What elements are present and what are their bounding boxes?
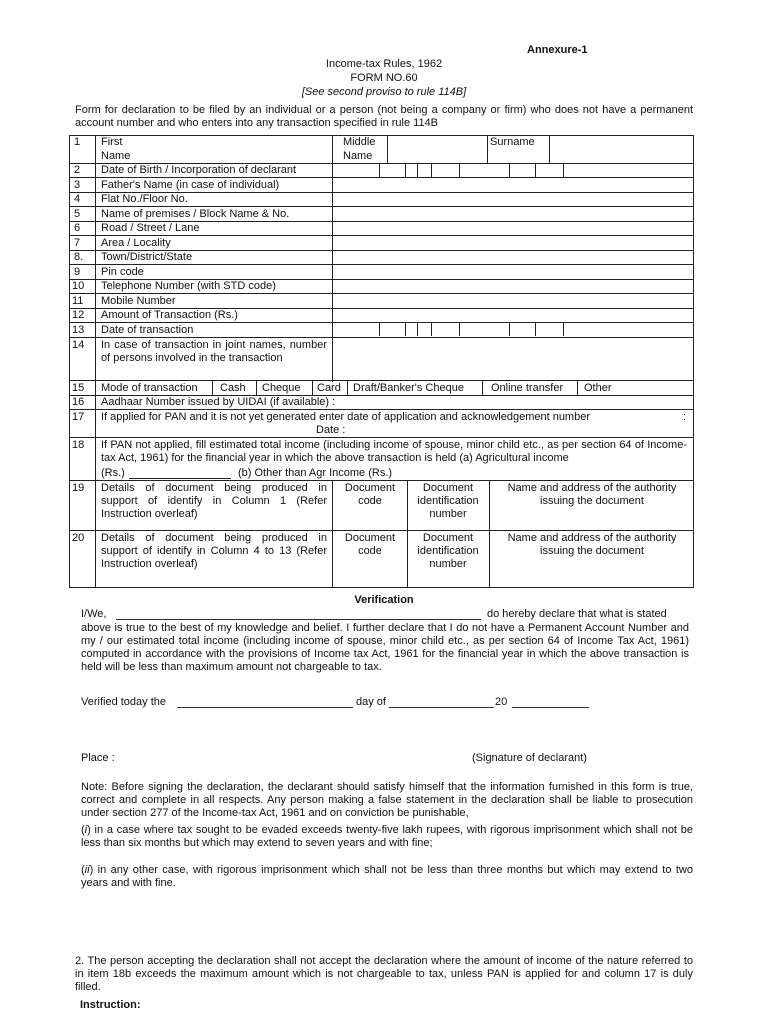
row-14-label: In case of transaction in joint names, number of persons involved in the transaction: [101, 339, 327, 364]
row-6-number: 6: [74, 222, 81, 234]
pan-application-date-label: Date :: [316, 424, 346, 436]
row-15-number: 15: [72, 382, 85, 394]
mode-card-option[interactable]: Card: [317, 382, 341, 394]
row-20-authority: Name and address of the authority issuing the document: [507, 532, 677, 557]
year-line[interactable]: [512, 707, 589, 708]
estimated-income-text: If PAN not applied, fill estimated total income (including income of spouse, minor child etc., as per section 64 of Income-tax Act, 1961) for the financial year in which the above transaction is held (a) Agricultural income: [101, 439, 687, 464]
year-prefix: 20: [495, 696, 508, 708]
row-13-number: 13: [72, 324, 85, 336]
row-1-number: 1: [74, 136, 81, 148]
row-11-number: 11: [72, 295, 84, 307]
row-18-number: 18: [72, 439, 85, 451]
note-item-i-text: in a case where tax sought to be evaded exceeds twenty-five lakh rupees, with rigorous imprisonment which shall not be less than six months but which may extend to seven years and with fine;: [81, 824, 693, 849]
row-2-number: 2: [74, 164, 81, 176]
row-20-label: Details of document being produced in support of identify in Column 4 to 13 (Refer Instruction overleaf): [101, 532, 327, 570]
row-19-label: Details of document being produced in support of identify in Column 1 (Refer Instruction overleaf): [101, 482, 327, 520]
note-item-i: (i) in a case where tax sought to be evaded exceeds twenty-five lakh rupees, with rigorous imprisonment which shall not be less than six months but which may extend to seven years and with fine;: [81, 824, 693, 849]
row-3-number: 3: [74, 179, 81, 191]
rules-title: Income-tax Rules, 1962: [325, 58, 443, 70]
note-item-ii: (ii) in any other case, with rigorous imprisonment which shall not be less than three months but which may extend to two years and with fine.: [81, 864, 693, 889]
row-16-number: 16: [72, 396, 85, 408]
row-8-label: Town/District/State: [101, 251, 193, 263]
row-17-number: 17: [72, 411, 85, 423]
verified-today-label: Verified today the: [81, 696, 167, 708]
mode-draft-option[interactable]: Draft/Banker's Cheque: [353, 382, 464, 394]
verified-today-line[interactable]: [177, 707, 353, 708]
verification-iwe: I/We,: [81, 608, 107, 620]
form-number: FORM NO.60: [350, 72, 418, 84]
first-name-label: First: [101, 136, 123, 148]
row-10-label: Telephone Number (with STD code): [101, 280, 276, 292]
row-9-label: Pin code: [101, 266, 144, 278]
pan-applied-colon: :: [683, 411, 687, 423]
row-20-document-code: Document code: [344, 532, 396, 557]
verification-title: Verification: [354, 594, 414, 606]
row-5-label: Name of premises / Block Name & No.: [101, 208, 290, 220]
row-7-label: Area / Locality: [101, 237, 171, 249]
middle-name-label-2: Name: [343, 150, 373, 162]
row-19-authority: Name and address of the authority issuing the document: [507, 482, 677, 507]
row-8-number: 8.: [74, 251, 84, 263]
row-4-label: Flat No./Floor No.: [101, 193, 188, 205]
row-19-number: 19: [72, 482, 85, 494]
proviso: [See second proviso to rule 114B]: [301, 86, 467, 98]
row-19-document-id: Document identification number: [417, 482, 479, 520]
month-line[interactable]: [389, 707, 494, 708]
first-name-label-2: Name: [101, 150, 131, 162]
form-description: Form for declaration to be filed by an individual or a person (not being a company or firm) who does not have a permanent account number and who enters into any transaction specified in rule 114B: [75, 104, 693, 129]
point-2-text: 2. The person accepting the declaration shall not accept the declaration where the amount of income of the nature referred to in item 18b exceeds the maximum amount which is not chargeable to tax, unless PAN is applied for and column 17 is duly filled.: [75, 955, 693, 993]
annexure-label: Annexure-1: [527, 44, 588, 56]
row-7-number: 7: [74, 237, 81, 249]
note-item-ii-number: ii: [84, 864, 90, 876]
mode-other-option[interactable]: Other: [584, 382, 612, 394]
agricultural-income-rs: (Rs.): [101, 467, 125, 479]
mode-cheque-option[interactable]: Cheque: [262, 382, 301, 394]
row-3-label: Father's Name (in case of individual): [101, 179, 280, 191]
signature-label: (Signature of declarant): [472, 752, 587, 764]
row-20-document-id: Document identification number: [417, 532, 479, 570]
other-income-label: (b) Other than Agr Income (Rs.): [238, 467, 393, 479]
form-table: [69, 135, 694, 588]
verification-body: above is true to the best of my knowledge and belief. I further declare that I do not have a Permanent Account Number and my / our estimated total income (including income of spouse, minor child etc., as per section 64 of Income Tax Act, 1961) computed in accordance with the provisions of Income tax Act, 1961 for the financial year in which the above transaction is held will be less than maximum amount not chargeable to tax.: [81, 622, 689, 673]
pan-applied-label: If applied for PAN and it is not yet generated enter date of application and acknowledgement number: [101, 411, 590, 423]
note-item-i-number: i: [84, 824, 88, 836]
verification-declare: do hereby declare that what is stated: [487, 608, 667, 620]
row-2-label: Date of Birth / Incorporation of declarant: [101, 164, 297, 176]
row-5-number: 5: [74, 208, 81, 220]
declarant-name-line[interactable]: [116, 619, 481, 620]
row-12-label: Amount of Transaction (Rs.): [101, 309, 238, 321]
day-of-label: day of: [356, 696, 386, 708]
mode-cash-option[interactable]: Cash: [220, 382, 246, 394]
row-6-label: Road / Street / Lane: [101, 222, 200, 234]
row-10-number: 10: [72, 280, 85, 292]
place-label: Place :: [81, 752, 115, 764]
row-11-label: Mobile Number: [101, 295, 176, 307]
mode-online-transfer-option[interactable]: Online transfer: [491, 382, 564, 394]
row-14-number: 14: [72, 339, 85, 351]
aadhaar-label: Aadhaar Number issued by UIDAI (if available) :: [101, 396, 336, 408]
row-12-number: 12: [72, 309, 85, 321]
row-4-number: 4: [74, 193, 81, 205]
note-item-ii-text: in any other case, with rigorous imprisonment which shall not be less than three months but which may extend to two years and with fine.: [81, 864, 693, 889]
instruction-heading: Instruction:: [80, 999, 141, 1011]
note-text: Note: Before signing the declaration, the declarant should satisfy himself that the information furnished in this form is true, correct and complete in all respects. Any person making a false statement in the declaration shall be liable to prosecution under section 277 of the Income-tax Act, 1961 and on conviction be punishable,: [81, 781, 693, 819]
middle-name-label: Middle: [343, 136, 376, 148]
row-13-label: Date of transaction: [101, 324, 194, 336]
row-20-number: 20: [72, 532, 85, 544]
row-19-document-code: Document code: [344, 482, 396, 507]
surname-label: Surname: [490, 136, 535, 148]
row-9-number: 9: [74, 266, 81, 278]
mode-of-transaction-label: Mode of transaction: [101, 382, 198, 394]
